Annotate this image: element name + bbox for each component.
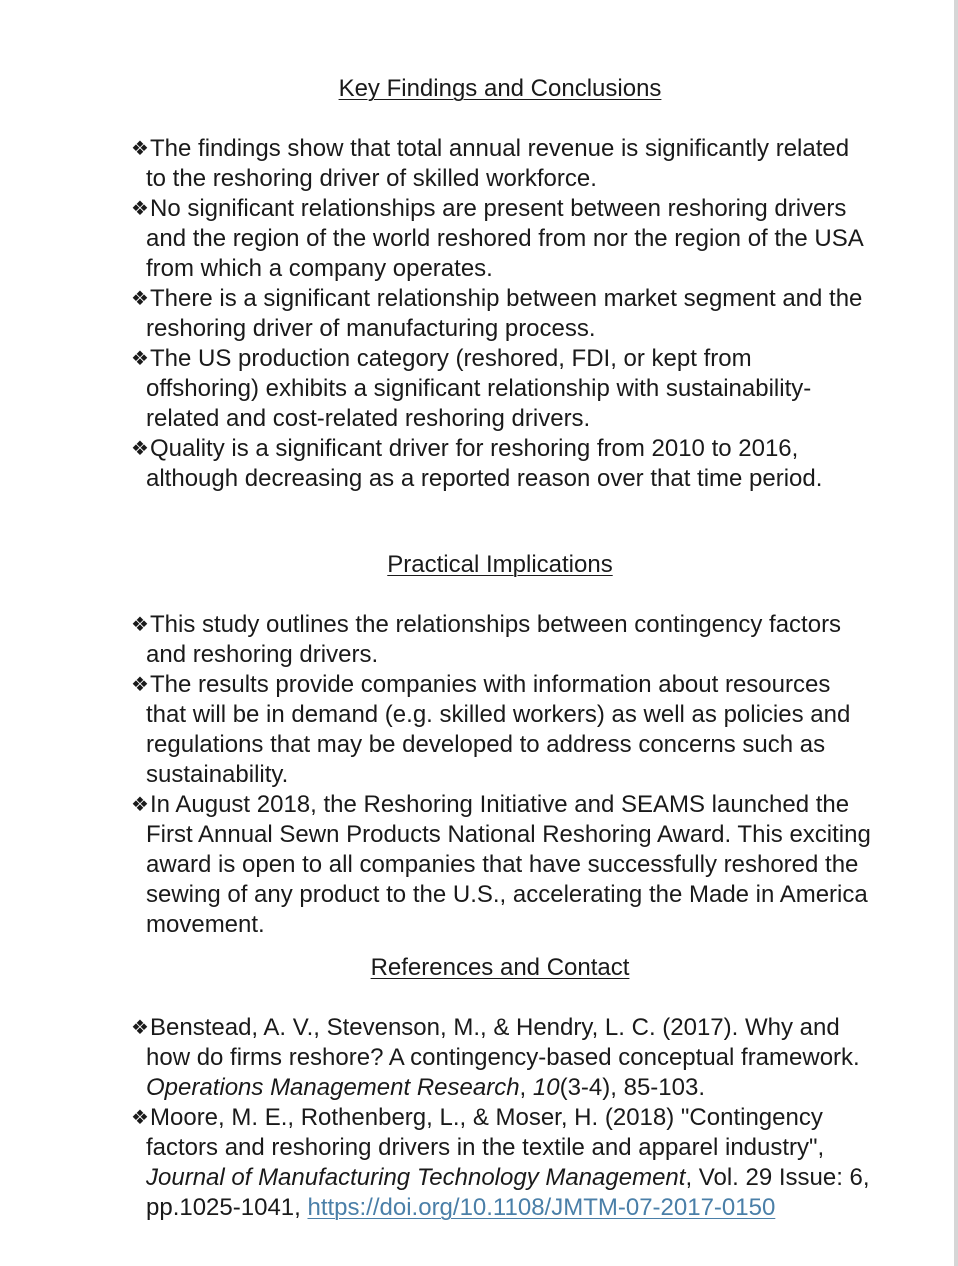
bullet-icon: ❖ <box>131 198 149 220</box>
list-item: ❖ There is a significant relationship between market segment and the reshoring driver of manufacturing process. <box>131 285 863 342</box>
references-list <box>131 1013 871 1223</box>
bullet-icon: ❖ <box>131 1107 149 1129</box>
bullet-icon: ❖ <box>131 674 149 696</box>
ref2-rest: , Vol. 29 Issue: 6, pp.1025-1041, <box>146 1164 870 1221</box>
implications-heading: Practical Implications <box>387 551 613 578</box>
ref1-volume: 10 <box>532 1074 560 1101</box>
doi-link[interactable]: https://doi.org/10.1108/JMTM-07-2017-0150 <box>307 1194 776 1221</box>
bullet-icon: ❖ <box>131 288 149 310</box>
bullet-icon: ❖ <box>131 1017 149 1039</box>
list-item: ❖ Quality is a significant driver for reshoring from 2010 to 2016, although decreasing as a reported reason over that time period. <box>131 435 823 492</box>
bullet-icon: ❖ <box>131 794 149 816</box>
bullet-icon: ❖ <box>131 614 149 636</box>
ref1-sep: , <box>519 1074 533 1101</box>
findings-heading: Key Findings and Conclusions <box>338 75 662 102</box>
list-item: ❖ In August 2018, the Reshoring Initiative and SEAMS launched the First Annual Sewn Products National Reshoring Award. This exciting award is open to all companies that have successfully reshored the sewing of any product to the U.S., accelerating the Made in America movement. <box>131 791 871 938</box>
ref1-authors: Benstead, A. V., Stevenson, M., & Hendry, L. C. (2017). Why and how do firms reshore? A contingency-based conceptual framework. <box>146 1014 860 1071</box>
references-heading: References and Contact <box>370 954 630 981</box>
bullet-icon: ❖ <box>131 138 149 160</box>
ref2-journal: Journal of Manufacturing Technology Management <box>146 1164 686 1191</box>
findings-list <box>131 134 871 494</box>
bullet-icon: ❖ <box>131 348 149 370</box>
reference-item <box>131 1103 871 1223</box>
page-edge <box>954 0 958 1266</box>
bullet-icon: ❖ <box>131 438 149 460</box>
ref2-authors: Moore, M. E., Rothenberg, L., & Moser, H. (2018) "Contingency factors and reshoring drivers in the textile and apparel industry", <box>146 1104 825 1161</box>
ref1-journal: Operations Management Research <box>146 1074 520 1101</box>
list-item: ❖ This study outlines the relationships between contingency factors and reshoring drivers. <box>131 611 842 668</box>
ref1-rest: (3-4), 85-103. <box>559 1074 705 1101</box>
implications-list <box>131 610 871 940</box>
list-item: ❖ The results provide companies with information about resources that will be in demand (e.g. skilled workers) as well as policies and regulations that may be developed to address concerns such as sustainability. <box>131 671 851 788</box>
reference-item <box>131 1013 871 1103</box>
list-item: ❖ No significant relationships are present between reshoring drivers and the region of the world reshored from nor the region of the USA from which a company operates. <box>131 195 863 282</box>
list-item: ❖ The findings show that total annual revenue is significantly related to the reshoring driver of skilled workforce. <box>131 135 850 192</box>
list-item: ❖ The US production category (reshored, FDI, or kept from offshoring) exhibits a significant relationship with sustainability-related and cost-related reshoring drivers. <box>131 345 812 432</box>
